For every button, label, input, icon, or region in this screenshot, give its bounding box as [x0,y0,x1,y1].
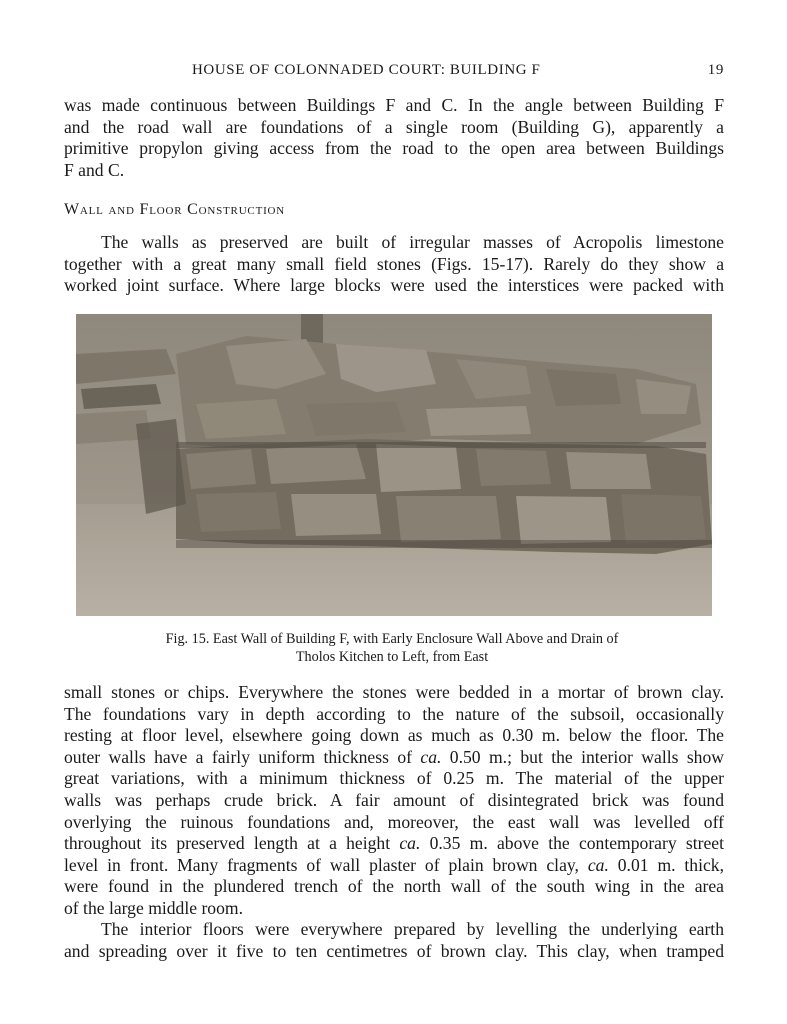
text-line: The foundations vary in depth according to the nature of the subsoil, occasionally [64,703,724,724]
text-line: of the large middle room. [64,897,243,918]
figure-caption [64,630,720,666]
caption-line: Fig. 15. East Wall of Building F, with Early Enclosure Wall Above and Drain of [165,631,619,647]
caption-line: Tholos Kitchen to Left, from East [295,649,489,665]
text-line [64,855,724,877]
text-line: The walls as preserved are built of irregular masses of Acropolis limestone [101,232,724,252]
walls-paragraph [64,232,724,297]
abbreviation-ca: ca. [420,746,442,767]
text-line: F and C. [64,159,125,180]
text-line [64,833,724,855]
text-line: walls was perhaps crude brick. A fair amount of disintegrated brick was found [64,789,724,810]
text-line: were found in the plundered trench of the north wall of the south wing in the area [64,876,724,897]
text-line: worked joint surface. Where large blocks were used the interstices were packed with [64,275,724,296]
floors-paragraph [64,919,724,962]
construction-paragraph [64,682,724,920]
abbreviation-ca: ca. [587,854,609,875]
text-run: throughout its preserved length at a height [64,833,400,854]
text-line: primitive propylon giving access from the road to the open area between Buildings [64,138,724,159]
text-line [64,747,724,769]
text-line: was made continuous between Buildings F and C. In the angle between Building F [64,95,724,115]
section-heading: Wall and Floor Construction [64,201,286,218]
text-line: The interior floors were everywhere prepared by levelling the underlying earth [101,919,724,939]
text-run: 0.50 m.; but the interior walls show [441,746,724,767]
text-line: together with a great many small field stones (Figs. 15-17). Rarely do they show a [64,253,724,274]
intro-paragraph [64,95,724,181]
text-line: overlying the ruinous foundations and, moreover, the east wall was levelled off [64,811,724,832]
abbreviation-ca: ca. [399,833,421,854]
text-run: level in front. Many fragments of wall plaster of plain brown clay, [64,854,588,875]
text-run: outer walls have a fairly uniform thickness of [64,746,421,767]
text-line: and the road wall are foundations of a single room (Building G), apparently a [64,116,724,137]
text-line: great variations, with a minimum thickness of 0.25 m. The material of the upper [64,768,724,789]
page-number: 19 [707,62,724,78]
text-line: resting at floor level, elsewhere going down as much as 0.30 m. below the floor. The [64,725,724,746]
wall-photograph [76,314,712,616]
text-run: 0.35 m. above the contemporary street [420,833,724,854]
running-title: HOUSE OF COLONNADED COURT: BUILDING F [192,62,541,78]
text-line: small stones or chips. Everywhere the stones were bedded in a mortar of brown clay. [64,682,724,702]
text-run: 0.01 m. thick, [608,854,725,875]
text-line: and spreading over it five to ten centimetres of brown clay. This clay, when tramped [64,940,724,961]
